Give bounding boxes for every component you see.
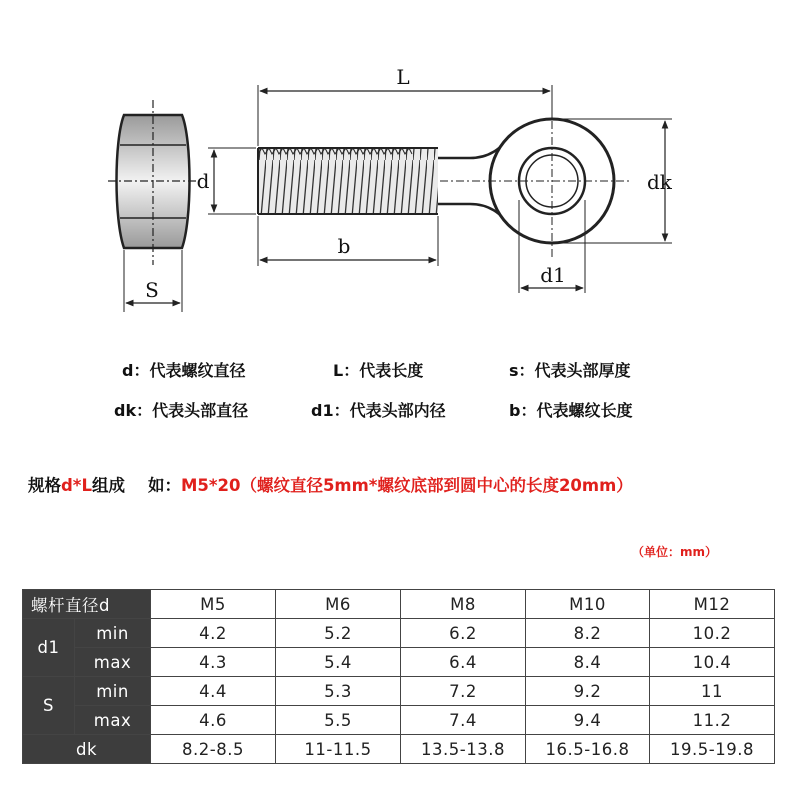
- header-size: M12: [650, 590, 775, 619]
- header-label: 螺杆直径d: [23, 590, 151, 619]
- header-size: M6: [276, 590, 401, 619]
- table-cell: 5.2: [276, 619, 401, 648]
- row-sublabel-max: max: [75, 706, 151, 735]
- unit-note: （单位：mm）: [632, 545, 718, 559]
- row-sublabel-min: min: [75, 677, 151, 706]
- table-cell: 5.5: [276, 706, 401, 735]
- table-cell: 13.5-13.8: [401, 735, 526, 764]
- table-cell: 4.2: [151, 619, 276, 648]
- row-sublabel-max: max: [75, 648, 151, 677]
- spec-example: M5*20（螺纹直径5mm*螺纹底部到圆中心的长度20mm）: [180, 476, 633, 495]
- table-row-d1-min: [23, 619, 775, 648]
- table-cell: 7.4: [401, 706, 526, 735]
- table-cell: 10.2: [650, 619, 775, 648]
- spec-format: d*L: [61, 476, 92, 495]
- table-cell: 6.4: [401, 648, 526, 677]
- table-cell: 7.2: [401, 677, 526, 706]
- legend-d1: d1：代表头部内径: [311, 401, 446, 420]
- table-cell: 4.6: [151, 706, 276, 735]
- table-cell: 4.3: [151, 648, 276, 677]
- table-cell: 8.4: [526, 648, 650, 677]
- spec-table: [22, 589, 775, 764]
- row-label-d1: d1: [23, 619, 75, 677]
- table-cell: 9.2: [526, 677, 650, 706]
- table-cell: 8.2-8.5: [151, 735, 276, 764]
- label-S: S: [145, 278, 159, 302]
- table-row-d1-max: [23, 648, 775, 677]
- spec-note: [28, 472, 633, 496]
- table-cell: 5.3: [276, 677, 401, 706]
- table-cell: 6.2: [401, 619, 526, 648]
- eye-head: [440, 105, 630, 260]
- table-cell: 11-11.5: [276, 735, 401, 764]
- legend-d: d：代表螺纹直径: [122, 361, 246, 380]
- table-cell: 8.2: [526, 619, 650, 648]
- label-dk: dk: [647, 170, 672, 194]
- table-cell: 11.2: [650, 706, 775, 735]
- table-cell: 16.5-16.8: [526, 735, 650, 764]
- table-cell: 5.4: [276, 648, 401, 677]
- row-sublabel-min: min: [75, 619, 151, 648]
- legend-row-1: [0, 358, 800, 388]
- eye-bolt-drawing: [0, 0, 800, 330]
- legend-b: b：代表螺纹长度: [509, 401, 633, 420]
- table-cell: 19.5-19.8: [650, 735, 775, 764]
- label-b: b: [337, 234, 351, 258]
- label-L: L: [396, 65, 410, 89]
- header-size: M8: [401, 590, 526, 619]
- table-row-s-max: [23, 706, 775, 735]
- label-d: d: [196, 169, 210, 193]
- spec-prefix: 规格: [28, 476, 61, 495]
- spec-middle: 组成 如：: [91, 476, 181, 495]
- legend-row-2: [0, 398, 800, 428]
- legend-L: L：代表长度: [333, 361, 424, 380]
- table-cell: 10.4: [650, 648, 775, 677]
- header-size: M5: [151, 590, 276, 619]
- legend-s: s：代表头部厚度: [509, 361, 631, 380]
- table-cell: 4.4: [151, 677, 276, 706]
- table-row-s-min: [23, 677, 775, 706]
- table-cell: 11: [650, 677, 775, 706]
- header-size: M10: [526, 590, 650, 619]
- row-label-dk: dk: [23, 735, 151, 764]
- row-label-s: S: [23, 677, 75, 735]
- table-header-row: [23, 590, 775, 619]
- label-d1: d1: [540, 263, 566, 287]
- table-cell: 9.4: [526, 706, 650, 735]
- table-row-dk: [23, 735, 775, 764]
- legend-dk: dk：代表头部直径: [114, 401, 249, 420]
